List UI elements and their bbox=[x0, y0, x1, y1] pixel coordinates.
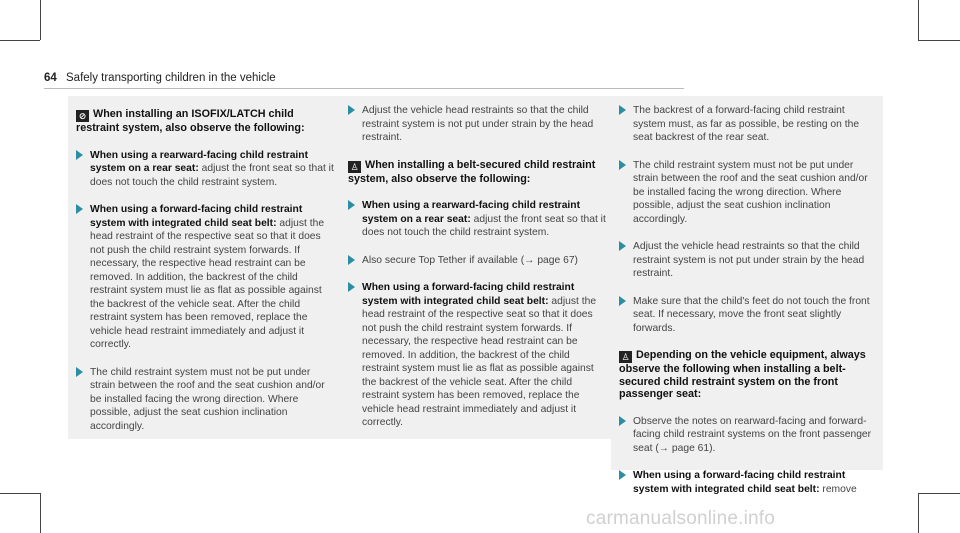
bullet-arrow-icon bbox=[619, 105, 626, 115]
list-item: Adjust the vehicle head restraints so that the child restraint system is not put under strain by the head restraint. bbox=[348, 104, 606, 145]
bullet-arrow-icon bbox=[76, 204, 83, 214]
bullet-arrow-icon bbox=[348, 255, 355, 265]
bullet-arrow-icon bbox=[619, 470, 626, 480]
bullet-arrow-icon bbox=[76, 150, 83, 160]
list-item: Adjust the vehicle head restraints so that the child restraint system is not put under strain by the head restraint. bbox=[619, 240, 877, 281]
column-2 bbox=[340, 96, 612, 439]
bullet-arrow-icon bbox=[348, 282, 355, 292]
crop-mark bbox=[918, 493, 919, 533]
bullet-arrow-icon bbox=[619, 296, 626, 306]
crop-mark bbox=[918, 493, 960, 494]
bullet-arrow-icon bbox=[619, 241, 626, 251]
seatbelt-icon: ♙ bbox=[348, 161, 361, 173]
list-item: Make sure that the child's feet do not touch the front seat. If necessary, move the front seat slightly forwards. bbox=[619, 295, 877, 336]
bullet-arrow-icon bbox=[348, 200, 355, 210]
list-item: When using a rearward-facing child restraint system on a rear seat: adjust the front seat so that it does not touch the child restraint system. bbox=[348, 199, 606, 240]
list-item: When using a rearward-facing child restraint system on a rear seat: adjust the front seat so that it does not touch the child restraint system. bbox=[76, 149, 334, 190]
section-heading-belt: ♙ When installing a belt-secured child restraint system, also observe the following: bbox=[348, 158, 596, 185]
list-item: The child restraint system must not be put under strain between the roof and the seat cushion and/or be installed facing the wrong direction. Where possible, adjust the seat cushion inclination accordingly. bbox=[76, 366, 334, 434]
crop-mark bbox=[0, 493, 40, 494]
crop-mark bbox=[0, 40, 40, 41]
seatbelt-icon: ♙ bbox=[619, 351, 632, 363]
bullet-arrow-icon bbox=[348, 105, 355, 115]
isofix-icon: ⊘ bbox=[76, 110, 89, 122]
section-heading-front-passenger: ♙ Depending on the vehicle equipment, always observe the following when installing a belt-secured child restraint system on the front passenger seat: bbox=[619, 349, 866, 400]
bullet-arrow-icon bbox=[76, 367, 83, 377]
list-item: When using a forward-facing child restraint system with integrated child seat belt: remove bbox=[619, 469, 877, 496]
bullet-arrow-icon bbox=[619, 160, 626, 170]
crop-mark bbox=[918, 0, 919, 40]
list-item[interactable]: Also secure Top Tether if available (→ page 67) bbox=[348, 254, 606, 268]
bullet-arrow-icon bbox=[619, 416, 626, 426]
column-3 bbox=[611, 96, 883, 495]
page-title: Safely transporting children in the vehicle bbox=[66, 72, 276, 84]
list-item: The backrest of a forward-facing child restraint system must, as far as possible, be resting on the seat backrest of the rear seat. bbox=[619, 104, 877, 145]
watermark: carmanualsonline.info bbox=[586, 508, 776, 529]
header-divider bbox=[44, 88, 684, 89]
list-item: When using a forward-facing child restraint system with integrated child seat belt: adjust the head restraint of the respective seat so that it does not push the child restraint system forwards. If necessary, the respective head restraint can be removed. In addition, the backrest of the child restraint system must lie as flat as possible against the backrest of the vehicle seat. After the child restraint system has been removed, replace the vehicle head restraint immediately and adjust it correctly. bbox=[76, 203, 334, 352]
list-item: The child restraint system must not be put under strain between the roof and the seat cushion and/or be installed facing the wrong direction. Where possible, adjust the seat cushion inclination accordingly. bbox=[619, 159, 877, 227]
crop-mark bbox=[40, 493, 41, 533]
list-item[interactable]: Observe the notes on rearward-facing and forward-facing child restraint systems on the front passenger seat (→ page 61). bbox=[619, 415, 877, 456]
crop-mark bbox=[40, 0, 41, 40]
page-number: 64 bbox=[44, 72, 57, 84]
list-item: When using a forward-facing child restraint system with integrated child seat belt: adjust the head restraint of the respective seat so that it does not push the child restraint system forwards. If necessary, the respective head restraint can be removed. In addition, the backrest of the child restraint system must lie as flat as possible against the backrest of the vehicle seat. After the child restraint system has been removed, replace the vehicle head restraint immediately and adjust it correctly. bbox=[348, 281, 606, 430]
crop-mark bbox=[918, 40, 960, 41]
section-heading-isofix: ⊘ When installing an ISOFIX/LATCH child restraint system, also observe the following: bbox=[76, 108, 305, 134]
page-header bbox=[44, 72, 276, 84]
column-1 bbox=[68, 96, 340, 439]
